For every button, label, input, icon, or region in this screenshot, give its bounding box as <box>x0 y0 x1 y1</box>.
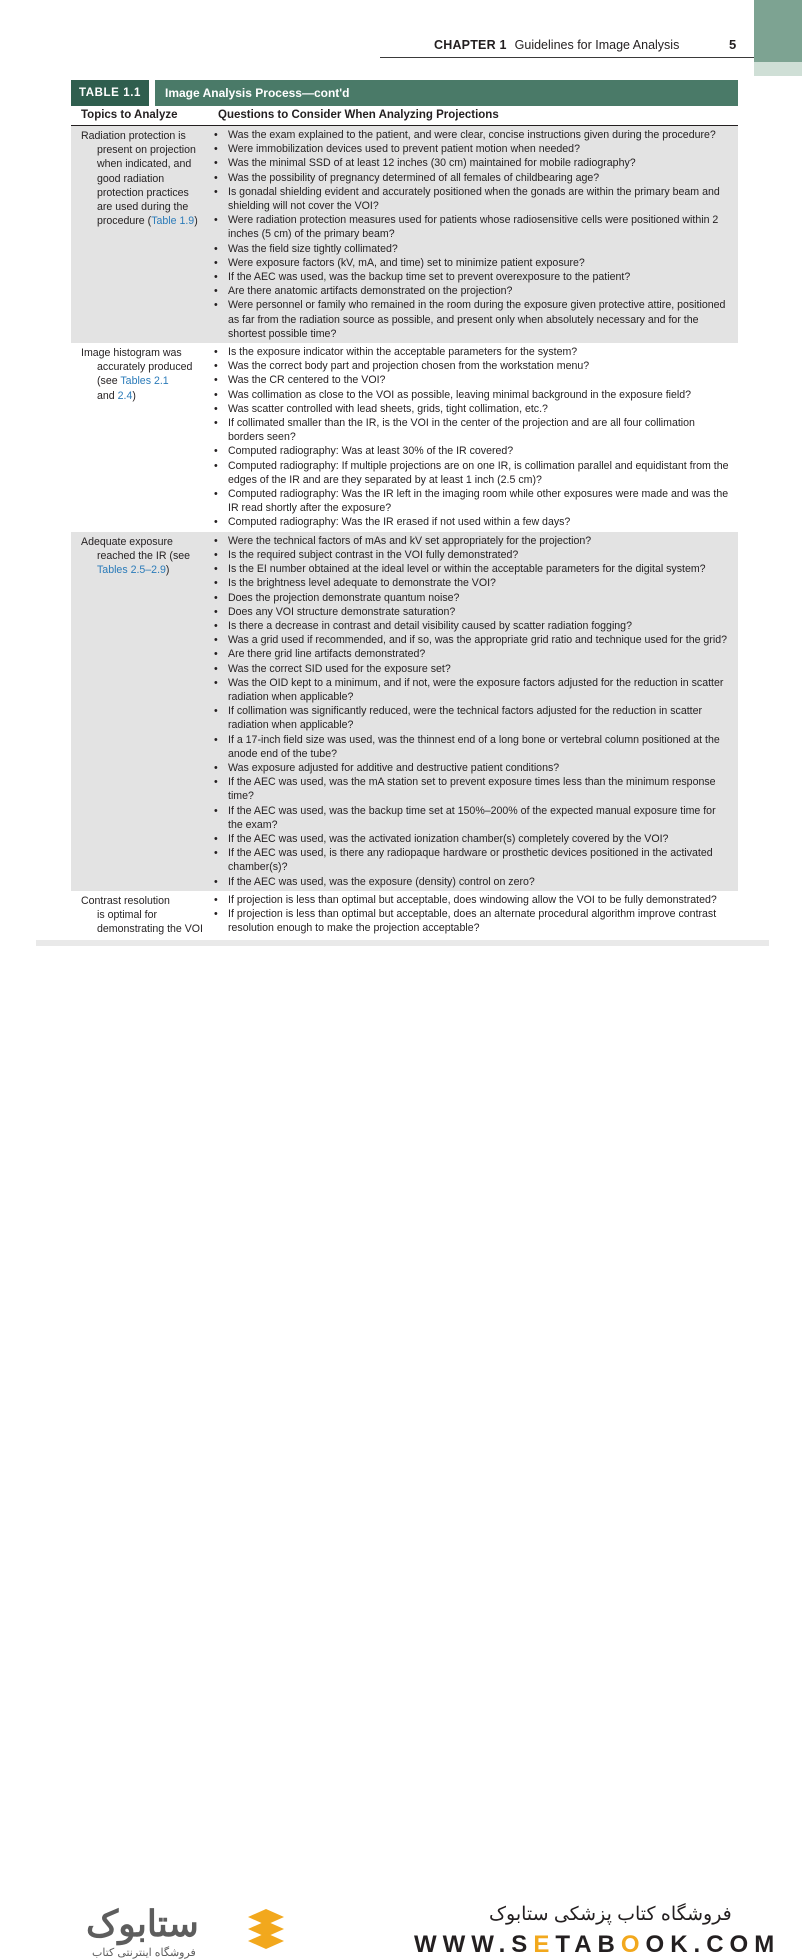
site-part-1: WWW.S <box>414 1931 534 1958</box>
running-head <box>434 38 679 52</box>
table-1-1 <box>71 80 738 937</box>
topic-cell <box>71 343 212 532</box>
topic-text: is optimal for <box>97 908 158 921</box>
question-item: • If the AEC was used, was the backup time set to prevent overexposure to the patient? <box>212 270 732 284</box>
table-column-header <box>71 106 738 126</box>
question-item: • Was the OID kept to a minimum, and if not, were the exposure factors adjusted for the reduction in scatter radiation when applicable? <box>212 676 732 704</box>
question-item: • Is the required subject contrast in the VOI fully demonstrated? <box>212 548 732 562</box>
question-item: • If collimated smaller than the IR, is the VOI in the center of the projection and are all four collimation borders seen? <box>212 416 732 444</box>
topic-text: reached the IR (see <box>97 549 191 562</box>
topic-line <box>81 894 212 908</box>
table-row <box>71 126 738 343</box>
topic-line <box>81 214 212 228</box>
question-item: • Is gonadal shielding evident and accurately positioned when the gonads are within the primary beam and shielding will not cover the VOI? <box>212 185 732 213</box>
header-rule <box>380 57 754 58</box>
question-item: • If the AEC was used, was the activated ionization chamber(s) completely covered by the VOI? <box>212 832 732 846</box>
topic-text-suffix: ) <box>194 215 198 228</box>
question-item: • If projection is less than optimal but acceptable, does windowing allow the VOI to be fully demonstrated? <box>212 893 732 907</box>
question-item: • Does any VOI structure demonstrate saturation? <box>212 605 732 619</box>
setabook-logo-icon <box>242 1907 290 1957</box>
question-item: • If the AEC was used, is there any radiopaque hardware or prosthetic devices positioned in the activated chamber(s)? <box>212 846 732 874</box>
setabook-logo-subtitle: فروشگاه اینترنتی کتاب <box>92 1947 196 1959</box>
topic-text: Radiation protection is <box>81 130 186 142</box>
topic-text: demonstrating the VOI <box>97 923 203 936</box>
chapter-label: CHAPTER 1 <box>434 38 507 52</box>
topic-text: Contrast resolution <box>81 894 170 907</box>
question-item: • If the AEC was used, was the exposure (density) control on zero? <box>212 875 732 889</box>
site-part-5: OK.COM <box>645 1931 781 1958</box>
table-reference-link[interactable]: 2.4 <box>117 389 133 402</box>
topic-text: are used during the <box>97 201 189 214</box>
site-part-4: O <box>620 1931 646 1958</box>
topic-line <box>81 186 212 200</box>
column-header-questions: Questions to Consider When Analyzing Projections <box>218 109 499 121</box>
table-reference-link[interactable]: Tables 2.5–2.9 <box>97 564 166 577</box>
topic-line <box>81 143 212 157</box>
topic-line <box>81 360 212 374</box>
topic-line <box>81 346 212 360</box>
site-part-2: E <box>533 1931 556 1958</box>
topic-line <box>81 172 212 186</box>
table-title: Image Analysis Process—cont'd <box>165 86 350 100</box>
question-item: • Is there a decrease in contrast and detail visibility caused by scatter radiation fogging? <box>212 619 732 633</box>
table-title-bar <box>71 80 738 106</box>
question-item: • Computed radiography: Was at least 30% of the IR covered? <box>212 444 732 458</box>
question-item: • Is the brightness level adequate to demonstrate the VOI? <box>212 576 732 590</box>
column-header-topics: Topics to Analyze <box>81 109 178 121</box>
question-item: • Was the possibility of pregnancy determined of all females of childbearing age? <box>212 171 732 185</box>
question-item: • Was the correct body part and projection chosen from the workstation menu? <box>212 359 732 373</box>
questions-list <box>212 532 738 891</box>
chapter-tab-shade <box>754 62 802 76</box>
topic-text: procedure ( <box>97 215 152 228</box>
question-item: • Was scatter controlled with lead sheets, grids, tight collimation, etc.? <box>212 402 732 416</box>
table-reference-link[interactable]: Table 1.9 <box>151 215 195 228</box>
question-item: • Computed radiography: Was the IR erased if not used within a few days? <box>212 515 732 529</box>
question-item: • Was the correct SID used for the exposure set? <box>212 662 732 676</box>
question-item: • Are there grid line artifacts demonstrated? <box>212 647 732 661</box>
question-item: • If a 17-inch field size was used, was the thinnest end of a long bone or vertebral column positioned at the anode end of the tube? <box>212 733 732 761</box>
question-item: • If collimation was significantly reduced, were the technical factors adjusted for the reduction in scatter radiation when applicable? <box>212 704 732 732</box>
topic-line <box>81 549 212 563</box>
table-row <box>71 343 738 532</box>
topic-cell <box>71 126 212 343</box>
topic-line <box>81 535 212 549</box>
question-item: • Were the technical factors of mAs and kV set appropriately for the projection? <box>212 534 732 548</box>
questions-list <box>212 891 738 938</box>
topic-line <box>81 908 212 922</box>
question-item: • If the AEC was used, was the backup time set at 150%–200% of the expected manual exposure time for the exam? <box>212 804 732 832</box>
topic-line <box>81 129 212 143</box>
topic-text: protection practices <box>97 186 189 199</box>
topic-text: Image histogram was <box>81 347 182 360</box>
topic-text-suffix: ) <box>132 389 136 402</box>
table-row <box>71 532 738 891</box>
questions-list <box>212 126 738 343</box>
question-item: • Was the exam explained to the patient, and were clear, concise instructions given during the procedure? <box>212 128 732 142</box>
question-item: • Were radiation protection measures used for patients whose radiosensitive cells were positioned within 2 inches (5 cm) of the primary beam? <box>212 213 732 241</box>
question-item: • Were personnel or family who remained in the room during the exposure given protective attire, positioned as far from the radiation source as possible, and present only when absolutely necessary and for the shortest possible time? <box>212 298 732 341</box>
topic-cell <box>71 532 212 891</box>
site-part-3: TAB <box>555 1931 621 1958</box>
question-item: • Computed radiography: Was the IR left in the imaging room while other exposures were made and was the IR read shortly after the exposure? <box>212 487 732 515</box>
table-body <box>71 126 738 937</box>
topic-text: when indicated, and <box>97 158 192 171</box>
topic-line <box>81 563 212 577</box>
topic-line <box>81 922 212 936</box>
store-name: فروشگاه کتاب پزشکی ستابوک <box>489 1904 732 1925</box>
question-item: • Were exposure factors (kV, mA, and time) set to minimize patient exposure? <box>212 256 732 270</box>
table-title-gap <box>149 80 155 106</box>
store-website[interactable] <box>414 1931 780 1959</box>
topic-text: Adequate exposure <box>81 535 173 548</box>
topic-text-suffix: ) <box>165 564 170 577</box>
topic-line <box>81 374 212 388</box>
question-item: • Was a grid used if recommended, and if so, was the appropriate grid ratio and technique used for the grid? <box>212 633 732 647</box>
questions-list <box>212 343 738 532</box>
table-reference-link[interactable]: Tables 2.1 <box>120 375 169 388</box>
question-item: • If projection is less than optimal but acceptable, does an alternate procedural algorithm improve contrast resolution enough to make the projection acceptable? <box>212 907 732 935</box>
topic-line <box>81 389 212 403</box>
question-item: • Were immobilization devices used to prevent patient motion when needed? <box>212 142 732 156</box>
question-item: • Was collimation as close to the VOI as possible, leaving minimal background in the exposure field? <box>212 388 732 402</box>
table-row <box>71 891 738 938</box>
question-item: • Was the minimal SSD of at least 12 inches (30 cm) maintained for mobile radiography? <box>212 156 732 170</box>
question-item: • Was the field size tightly collimated? <box>212 242 732 256</box>
question-item: • If the AEC was used, was the mA station set to prevent exposure times less than the minimum response time? <box>212 775 732 803</box>
question-item: • Is the EI number obtained at the ideal level or within the acceptable parameters for the digital system? <box>212 562 732 576</box>
topic-line <box>81 200 212 214</box>
question-item: • Was exposure adjusted for additive and destructive patient conditions? <box>212 761 732 775</box>
topic-line <box>81 157 212 171</box>
topic-text: and <box>97 389 118 402</box>
footer-banner <box>0 946 802 1959</box>
page-number: 5 <box>729 37 737 52</box>
question-item: • Are there anatomic artifacts demonstrated on the projection? <box>212 284 732 298</box>
question-item: • Does the projection demonstrate quantum noise? <box>212 591 732 605</box>
chapter-title: Guidelines for Image Analysis <box>514 38 680 52</box>
setabook-logo-text: ستابوک <box>86 1903 199 1944</box>
question-item: • Computed radiography: If multiple projections are on one IR, is collimation parallel and equidistant from the edges of the IR and are they separated by at least 1 inch (2.5 cm)? <box>212 459 732 487</box>
topic-text: good radiation <box>97 172 165 185</box>
topic-text: (see <box>97 375 121 388</box>
topic-text: accurately produced <box>97 361 193 374</box>
topic-cell <box>71 891 212 938</box>
chapter-tab <box>754 0 802 62</box>
topic-text: present on projection <box>97 144 196 157</box>
question-item: • Was the CR centered to the VOI? <box>212 373 732 387</box>
question-item: • Is the exposure indicator within the acceptable parameters for the system? <box>212 345 732 359</box>
table-label: TABLE 1.1 <box>71 80 149 106</box>
